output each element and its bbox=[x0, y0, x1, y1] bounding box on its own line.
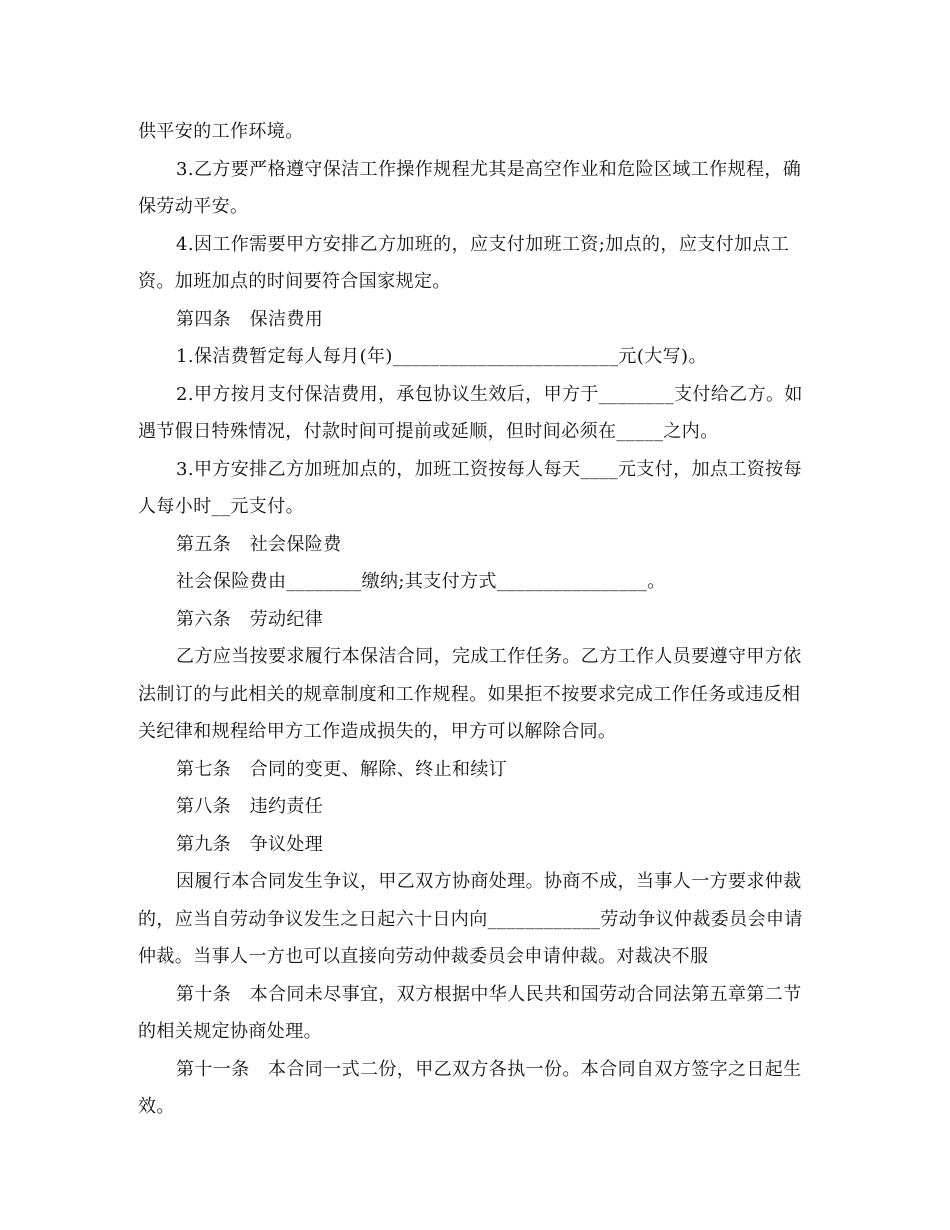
article9-heading: 第九条 争议处理 bbox=[176, 833, 324, 855]
article5-heading: 第五条 社会保险费 bbox=[176, 533, 342, 555]
article7-heading: 第七条 合同的变更、解除、终止和续订 bbox=[176, 758, 508, 780]
paragraph-article4-item3: 3.甲方安排乙方加班加点的，加班工资按每人每天____元支付，加点工资按每人每小时__元支付。 bbox=[138, 458, 802, 517]
article4-heading: 第四条 保洁费用 bbox=[176, 308, 324, 330]
paragraph-article10: 第十条 本合同未尽事宜，双方根据中华人民共和国劳动合同法第五章第二节的相关规定协商处理。 bbox=[138, 983, 802, 1042]
paragraph-article6-body: 乙方应当按要求履行本保洁合同，完成工作任务。乙方工作人员要遵守甲方依法制订的与此相关的规章制度和工作规程。如果拒不按要求完成工作任务或违反相关纪律和规程给甲方工作造成损失的，甲方可以解除合同。 bbox=[138, 646, 802, 742]
paragraph-article9-body: 因履行本合同发生争议，甲乙双方协商处理。协商不成，当事人一方要求仲裁的，应当自劳动争议发生之日起六十日内向____________劳动争议仲裁委员会申请仲裁。当事人一方也可以直接向劳动仲裁委员会申请仲裁。对裁决不服 bbox=[138, 871, 803, 967]
paragraph-article5-body: 社会保险费由________缴纳;其支付方式________________。 bbox=[176, 571, 666, 592]
article8-heading: 第八条 违约责任 bbox=[176, 796, 324, 817]
paragraph-article11: 第十一条 本合同一式二份，甲乙双方各执一份。本合同自双方签字之日起生效。 bbox=[138, 1058, 802, 1117]
paragraph-continuation: 供平安的工作环境。 bbox=[138, 121, 304, 142]
paragraph-article4-item1: 1.保洁费暂定每人每月(年)________________________元(大写)。 bbox=[176, 346, 707, 367]
article6-heading: 第六条 劳动纪律 bbox=[176, 608, 324, 630]
paragraph-article3-item4: 4.因工作需要甲方安排乙方加班的，应支付加班工资;加点的，应支付加点工资。加班加点的时间要符合国家规定。 bbox=[138, 233, 790, 292]
document-page bbox=[138, 113, 812, 1126]
paragraph-article3-item3: 3.乙方要严格遵守保洁工作操作规程尤其是高空作业和危险区域工作规程，确保劳动平安。 bbox=[138, 158, 802, 217]
paragraph-article4-item2: 2.甲方按月支付保洁费用，承包协议生效后，甲方于________支付给乙方。如遇节假日特殊情况，付款时间可提前或延顺，但时间必须在_____之内。 bbox=[138, 383, 803, 442]
